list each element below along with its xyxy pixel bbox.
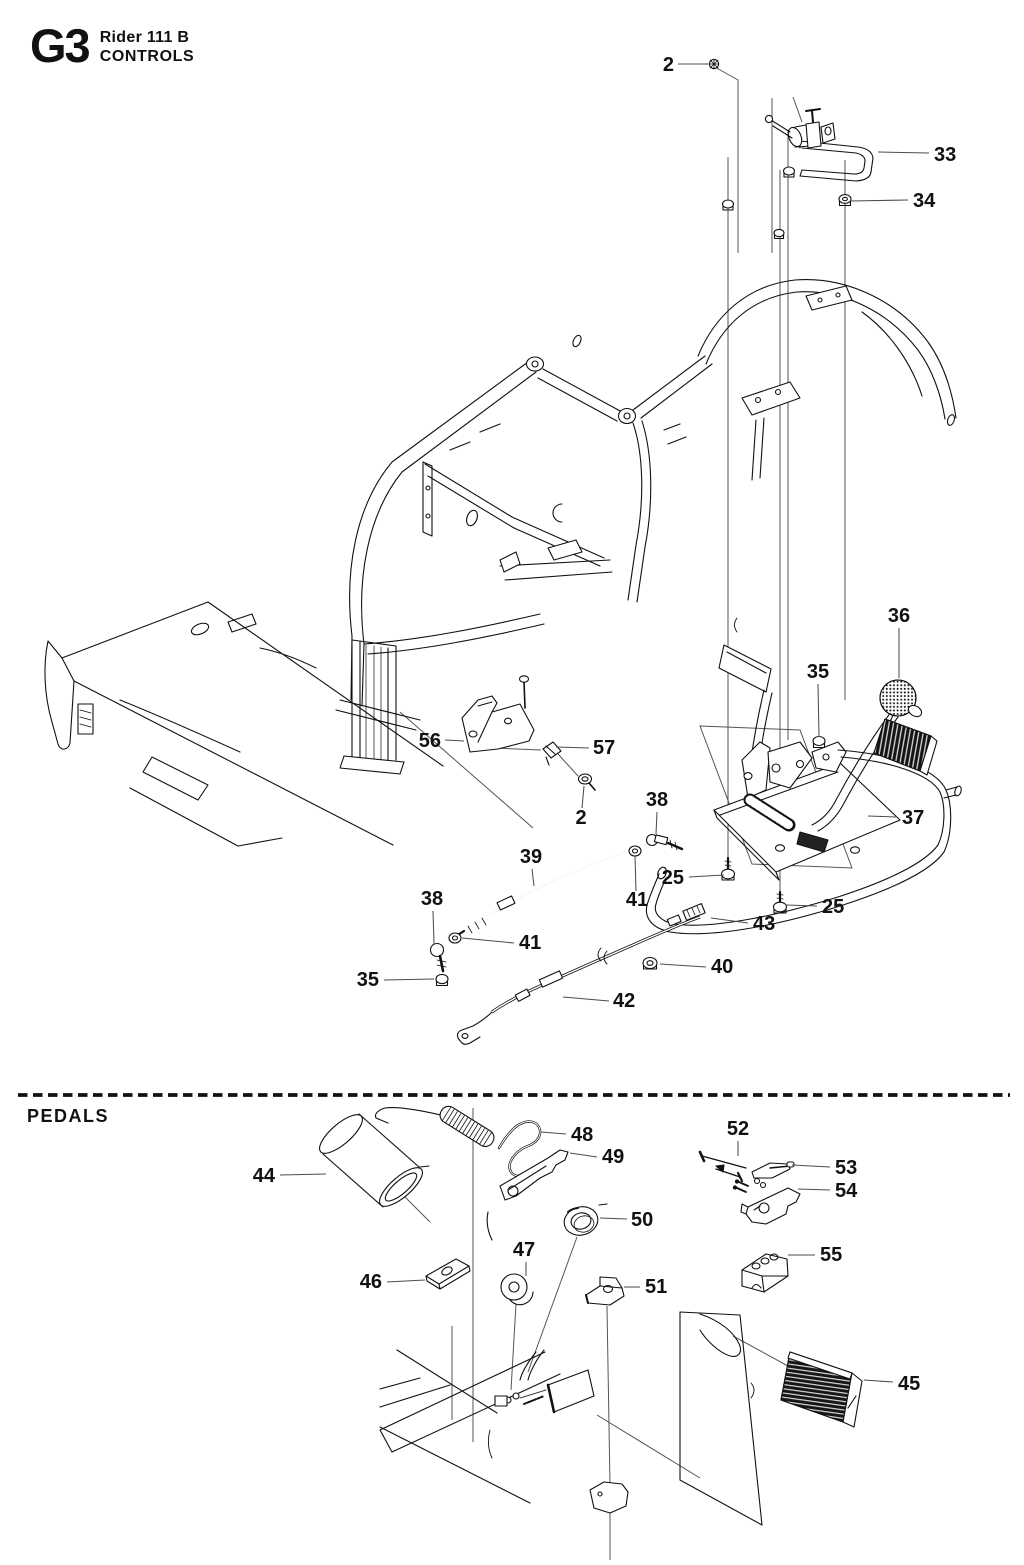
- leader-line-49: [570, 1153, 597, 1157]
- spring-48: [375, 1103, 540, 1176]
- callout-label-34[interactable]: 34: [913, 190, 936, 212]
- ball-joint-38-lower: [431, 944, 447, 972]
- nut-35-target: [813, 737, 825, 748]
- leader-line-39: [532, 869, 534, 886]
- parking-brake-handle-33: [765, 109, 873, 181]
- callout-layer: [253, 54, 957, 1395]
- leader-line-38: [433, 911, 434, 944]
- clip-57: [543, 742, 561, 765]
- callout-label-36[interactable]: 36: [887, 605, 911, 627]
- ring-50: [561, 1203, 601, 1239]
- nut-icon: [784, 167, 795, 177]
- callout-label-56[interactable]: 56: [418, 730, 441, 752]
- leader-line-41: [462, 938, 514, 943]
- callout-label-51[interactable]: 51: [645, 1276, 668, 1298]
- leader-line-44: [280, 1174, 326, 1175]
- callout-label-52[interactable]: 52: [726, 1118, 750, 1140]
- callout-label-46[interactable]: 46: [359, 1271, 382, 1293]
- callout-label-37[interactable]: 37: [902, 807, 925, 829]
- callout-label-39[interactable]: 39: [519, 846, 543, 868]
- leader-line-35: [384, 979, 434, 980]
- plate-54: [741, 1188, 800, 1224]
- nut-34: [839, 195, 851, 206]
- pedals-diagram: [314, 1103, 862, 1560]
- callout-label-2[interactable]: 2: [662, 54, 674, 76]
- callout-label-41[interactable]: 41: [625, 889, 649, 911]
- section-code: G3: [30, 19, 89, 72]
- chassis-frame-drawing: [350, 280, 956, 706]
- nut-icon: [723, 200, 734, 210]
- nut-icon: [774, 229, 784, 238]
- nut-35-lower: [436, 974, 448, 985]
- callout-label-40[interactable]: 40: [711, 956, 734, 978]
- callout-label-42[interactable]: 42: [613, 990, 636, 1012]
- callout-label-35[interactable]: 35: [356, 969, 379, 991]
- leader-line-48: [541, 1132, 566, 1134]
- nut-41-right: [629, 846, 641, 856]
- callout-label-2[interactable]: 2: [575, 807, 587, 829]
- rubber-pad-36: [874, 719, 937, 775]
- callout-label-25[interactable]: 25: [822, 896, 845, 918]
- leader-line-54: [798, 1189, 830, 1190]
- callout-label-45[interactable]: 45: [898, 1373, 921, 1395]
- callout-label-47[interactable]: 47: [512, 1239, 536, 1261]
- nut-40: [643, 958, 657, 970]
- cable-end-crank: [458, 1012, 493, 1044]
- leader-line-25: [689, 875, 724, 877]
- bolt-25-right: [774, 892, 787, 913]
- lever-49: [500, 1150, 568, 1200]
- leader-line-53: [792, 1165, 830, 1167]
- bolt-2-mid: [579, 774, 596, 790]
- callout-label-38[interactable]: 38: [645, 789, 669, 811]
- leader-line-40: [660, 964, 706, 967]
- leader-line-35: [818, 684, 819, 737]
- leader-line-45: [864, 1380, 893, 1382]
- callout-label-53[interactable]: 53: [835, 1157, 858, 1179]
- callout-label-25[interactable]: 25: [661, 867, 684, 889]
- callout-label-55[interactable]: 55: [820, 1244, 843, 1266]
- sleeve-44: [314, 1109, 428, 1213]
- callout-label-41[interactable]: 41: [519, 932, 542, 954]
- nut-41-left: [449, 933, 461, 943]
- callout-label-49[interactable]: 49: [602, 1146, 625, 1168]
- leader-line-46: [387, 1280, 425, 1282]
- bolt-25-left: [722, 858, 735, 880]
- bracket-51: [586, 1277, 624, 1305]
- pedal-assembly-group: [646, 645, 962, 934]
- leader-line-25: [786, 905, 817, 906]
- pin-52: [700, 1152, 746, 1181]
- callout-label-50[interactable]: 50: [631, 1209, 654, 1231]
- callout-label-44[interactable]: 44: [252, 1165, 275, 1187]
- page-title: CONTROLS: [99, 48, 195, 65]
- leader-line-2: [582, 786, 584, 808]
- callout-label-54[interactable]: 54: [835, 1180, 858, 1202]
- leader-line-38: [656, 812, 657, 834]
- leader-line-50: [600, 1218, 627, 1219]
- leader-line-34: [850, 200, 908, 201]
- pedal-pad-45: [781, 1352, 862, 1427]
- plate-46: [426, 1259, 470, 1289]
- screw-2-top: [709, 59, 719, 69]
- callout-label-33[interactable]: 33: [934, 144, 957, 166]
- callout-label-57[interactable]: 57: [593, 737, 616, 759]
- pedals-section-title: PEDALS: [27, 1106, 110, 1126]
- roller-47: [501, 1274, 533, 1305]
- callout-label-48[interactable]: 48: [571, 1124, 594, 1146]
- leader-line-33: [878, 152, 929, 153]
- cable-42: [458, 904, 706, 1045]
- callout-label-35[interactable]: 35: [806, 661, 830, 683]
- ball-joint-38-upper: [647, 835, 683, 851]
- callout-label-43[interactable]: 43: [753, 913, 776, 935]
- model-name: Rider 111 B: [99, 29, 190, 46]
- block-55: [742, 1254, 788, 1292]
- leader-line-41: [635, 856, 636, 891]
- callout-label-38[interactable]: 38: [420, 888, 444, 910]
- leader-line-42: [563, 997, 609, 1001]
- leader-line-56: [445, 740, 464, 741]
- knob-36: [880, 680, 924, 722]
- floor-platform-drawing: [45, 602, 443, 846]
- leader-line-57: [556, 747, 589, 748]
